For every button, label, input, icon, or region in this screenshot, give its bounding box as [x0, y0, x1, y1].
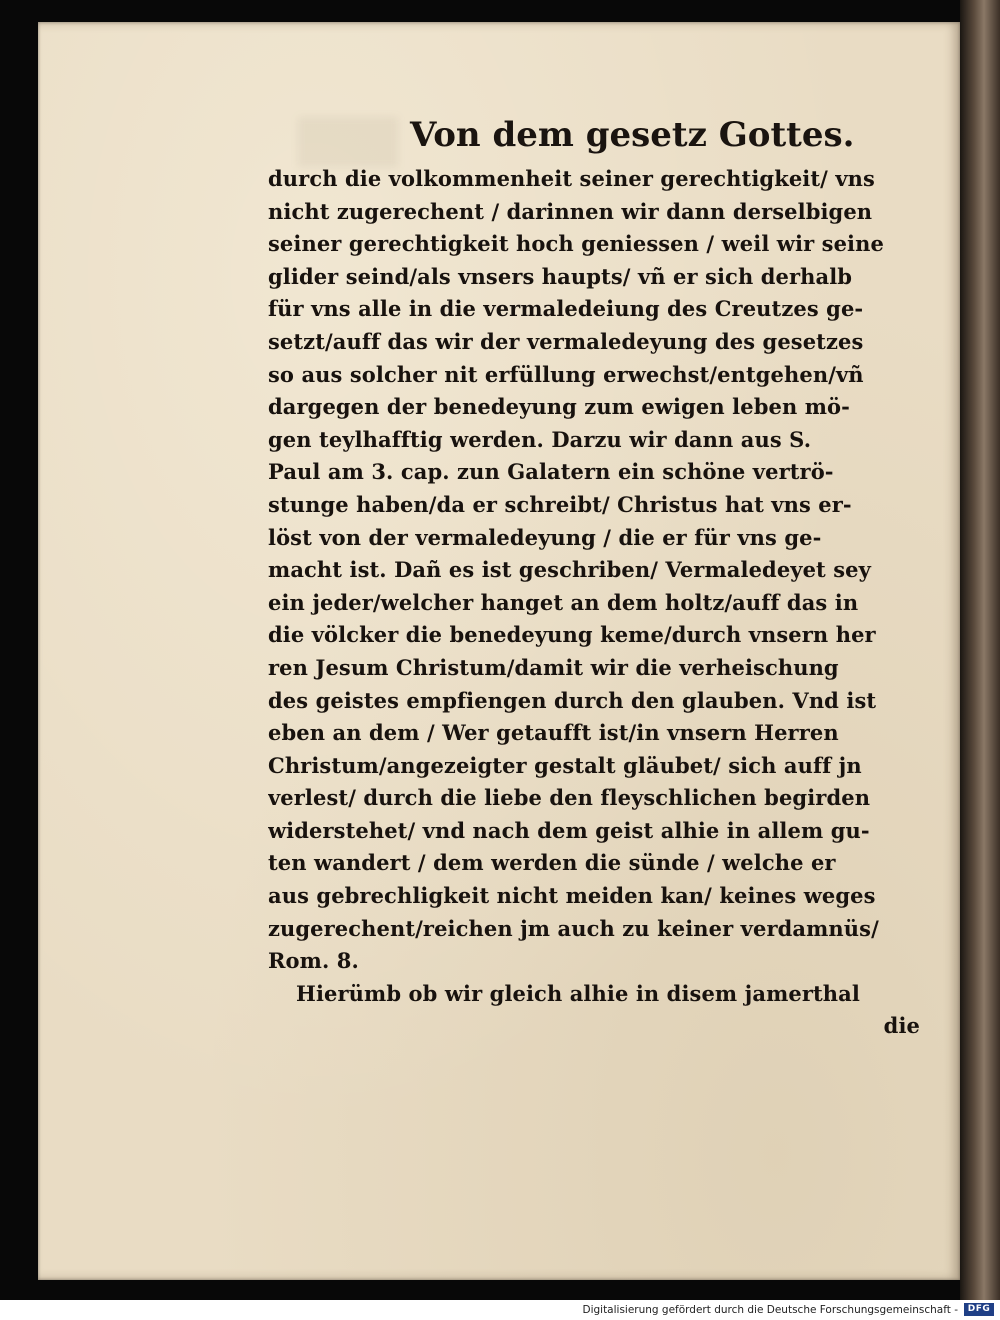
text-line: nicht zugerechent / darinnen wir dann derselbigen — [268, 198, 873, 224]
text-line: Hierümb ob wir gleich alhie in disem jamerthal — [296, 980, 860, 1006]
dfg-logo: DFG — [964, 1303, 994, 1316]
catchword: die — [883, 1013, 920, 1039]
body-text — [268, 163, 948, 1043]
text-line: ten wandert / dem werden die sünde / welche er — [268, 850, 836, 876]
text-line: Paul am 3. cap. zun Galatern ein schöne vertrö- — [268, 459, 834, 485]
ink-show-through — [298, 117, 398, 167]
text-line: löst von der vermaledeyung / die er für vns ge- — [268, 524, 822, 550]
text-line: eben an dem / Wer getaufft ist/in vnsern Herren — [268, 720, 839, 746]
text-line: ren Jesum Christum/damit wir die verheischung — [268, 654, 839, 680]
text-line: ein jeder/welcher hanget an dem holtz/auff das in — [268, 589, 859, 615]
text-line: seiner gerechtigkeit hoch geniessen / weil wir seine — [268, 231, 884, 257]
text-line: gen teylhafftig werden. Darzu wir dann aus S. — [268, 426, 812, 452]
text-line: des geistes empfiengen durch den glauben. Vnd ist — [268, 687, 877, 713]
book-page-edge — [960, 0, 1000, 1300]
footer-bar — [0, 1300, 1000, 1320]
text-line: durch die volkommenheit seiner gerechtigkeit/ vns — [268, 166, 875, 191]
text-line: Rom. 8. — [268, 948, 359, 974]
running-head: Von dem gesetz Gottes. — [410, 115, 855, 155]
text-line: die völcker die benedeyung keme/durch vnsern her — [268, 622, 876, 648]
text-line: verlest/ durch die liebe den fleyschlichen begirden — [268, 785, 871, 811]
text-line: setzt/auff das wir der vermaledeyung des gesetzes — [268, 328, 864, 354]
text-line: widerstehet/ vnd nach dem geist alhie in allem gu- — [268, 817, 870, 843]
text-line: glider seind/als vnsers haupts/ vñ er sich derhalb — [268, 263, 853, 289]
text-line: aus gebrechligkeit nicht meiden kan/ keines weges — [268, 883, 876, 909]
text-line: macht ist. Dañ es ist geschriben/ Vermaledeyet sey — [268, 557, 871, 583]
text-line: stunge haben/da er schreibt/ Christus hat vns er- — [268, 491, 852, 517]
text-line: dargegen der benedeyung zum ewigen leben mö- — [268, 394, 850, 420]
text-line: für vns alle in die vermaledeiung des Creutzes ge- — [268, 296, 864, 322]
text-line: Christum/angezeigter gestalt gläubet/ sich auff jn — [268, 752, 862, 778]
funding-credit: Digitalisierung gefördert durch die Deutsche Forschungsgemeinschaft - — [582, 1304, 958, 1316]
text-line: so aus solcher nit erfüllung erwechst/entgehen/vñ — [268, 361, 864, 387]
text-line: zugerechent/reichen jm auch zu keiner verdamnüs/ — [268, 915, 879, 941]
